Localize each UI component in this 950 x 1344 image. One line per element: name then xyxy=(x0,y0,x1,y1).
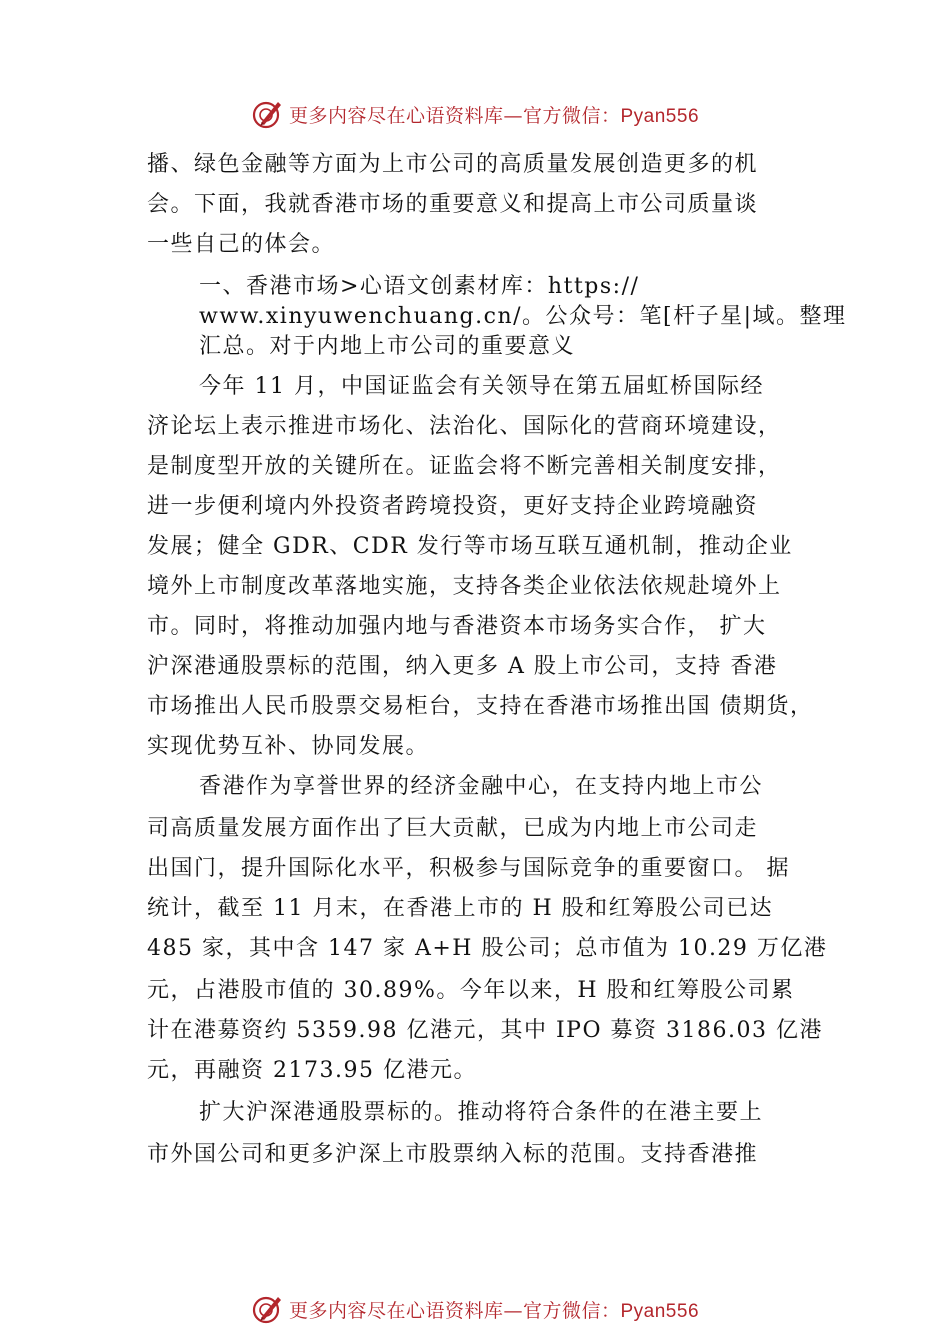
text-line: 市场推出人民币股票交易柜台，支持在香港市场推出国 债期货， xyxy=(147,694,814,719)
text-line: 进一步便利境内外投资者跨境投资，更好支持企业跨境融资 xyxy=(147,494,759,519)
text-line: 一些自己的体会。 xyxy=(147,232,336,257)
header-dash: — xyxy=(503,104,523,127)
text-line: 元，占港股市值的 30.89%。今年以来，H 股和红筹股公司累 xyxy=(147,978,795,1003)
header-site-text: 更多内容尽在心语资料库 xyxy=(288,104,504,127)
text-line: 司高质量发展方面作出了巨大贡献，已成为内地上市公司走 xyxy=(147,816,759,841)
text-line: 是制度型开放的关键所在。证监会将不断完善相关制度安排， xyxy=(147,454,782,479)
text-line: 市外国公司和更多沪深上市股票纳入标的范围。支持香港推 xyxy=(147,1142,759,1167)
text-line: 元，再融资 2173.95 亿港元。 xyxy=(147,1058,477,1083)
text-line: 沪深港通股票标的范围，纳入更多 A 股上市公司，支持 香港 xyxy=(147,654,778,679)
text-line: 485 家，其中含 147 家 A+H 股公司；总市值为 10.29 万亿港 xyxy=(147,936,828,961)
text-line: 会。下面，我就香港市场的重要意义和提高上市公司质量谈 xyxy=(147,192,759,217)
pen-logo-icon xyxy=(251,97,285,131)
footer-banner xyxy=(0,1289,950,1329)
text-line: 出国门，提升国际化水平，积极参与国际竞争的重要窗口。 据 xyxy=(147,856,790,881)
text-line: 济论坛上表示推进市场化、法治化、国际化的营商环境建设， xyxy=(147,414,782,439)
header-banner xyxy=(0,94,950,134)
footer-banner-text xyxy=(289,1296,699,1323)
text-line: 播、绿色金融等方面为上市公司的高质量发展创造更多的机 xyxy=(147,152,759,177)
footer-site-text: 更多内容尽在心语资料库 xyxy=(288,1299,504,1322)
text-line: 今年 11 月，中国证监会有关领导在第五届虹桥国际经 xyxy=(199,374,764,399)
footer-wechat-id: Pyan556 xyxy=(620,1300,700,1322)
header-banner-text xyxy=(289,101,699,128)
header-wechat-id: Pyan556 xyxy=(620,105,700,127)
section-heading-line: www.xinyuwenchuang.cn/。公众号：笔[杆子星|域。整理 xyxy=(199,304,847,329)
text-line: 统计，截至 11 月末，在香港上市的 H 股和红筹股公司已达 xyxy=(147,896,774,921)
text-line: 实现优势互补、协同发展。 xyxy=(147,734,430,759)
text-line: 市。同时，将推动加强内地与香港资本市场务实合作， 扩大 xyxy=(147,614,767,639)
section-heading-line: 一、香港市场>心语文创素材库：https:// xyxy=(199,274,640,299)
text-line: 计在港募资约 5359.98 亿港元，其中 IPO 募资 3186.03 亿港 xyxy=(147,1018,823,1043)
pen-logo-icon xyxy=(251,1292,285,1326)
text-line: 扩大沪深港通股票标的。推动将符合条件的在港主要上 xyxy=(199,1100,764,1125)
text-line: 境外上市制度改革落地实施，支持各类企业依法依规赴境外上 xyxy=(147,574,782,599)
text-line: 发展；健全 GDR、CDR 发行等市场互联互通机制，推动企业 xyxy=(147,534,793,559)
section-heading-line: 汇总。对于内地上市公司的重要意义 xyxy=(199,334,576,359)
footer-wechat-label: 官方微信： xyxy=(522,1299,621,1322)
text-line: 香港作为享誉世界的经济金融中心，在支持内地上市公 xyxy=(199,774,764,799)
footer-dash: — xyxy=(503,1299,523,1322)
header-wechat-label: 官方微信： xyxy=(522,104,621,127)
